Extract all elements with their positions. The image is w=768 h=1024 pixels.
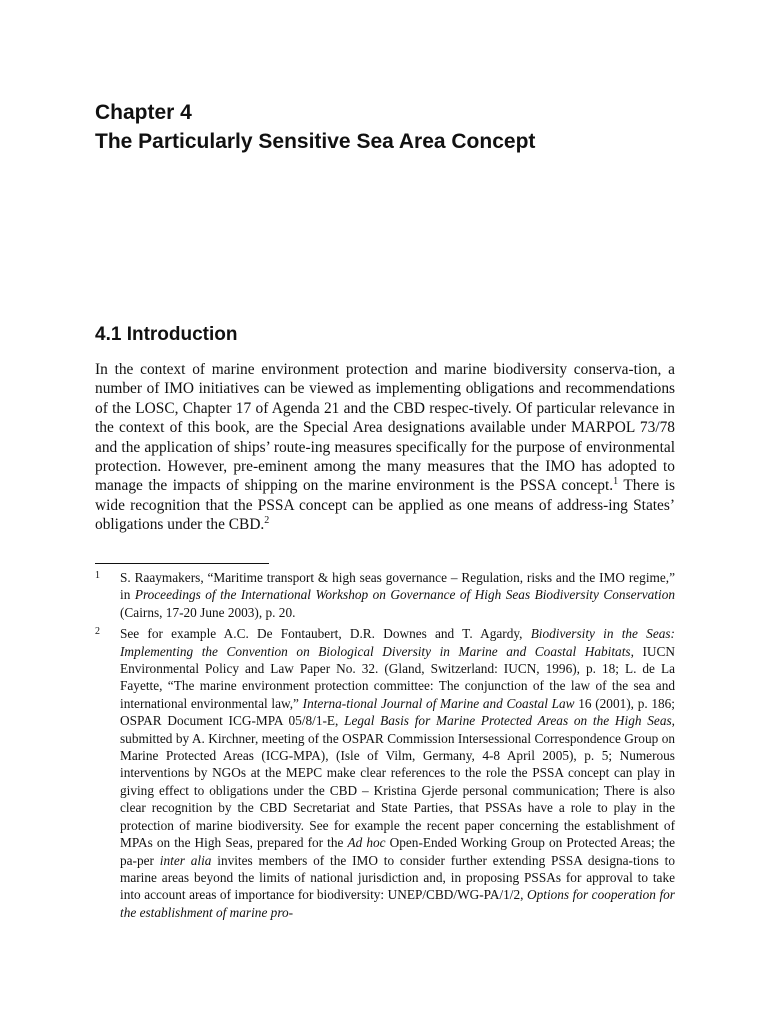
footnote-italic-run: Proceedings of the International Workshop on Governance of High Seas Biodiversity Conservation bbox=[134, 587, 675, 603]
document-page bbox=[95, 0, 675, 1024]
footnote-italic-run: Ad hoc bbox=[347, 835, 386, 851]
footnote-divider bbox=[95, 563, 269, 564]
footnotes bbox=[95, 569, 675, 925]
footnote-text-run: S. Raaymakers, “Maritime transport & high seas governance – Regulation, risks and the IMO regime,” in bbox=[120, 570, 675, 603]
footnote-ref-2[interactable]: 2 bbox=[264, 515, 270, 527]
footnote-italic-run: Legal Basis for Marine Protected Areas on the High Seas bbox=[344, 713, 672, 729]
body-text-part-2: There is wide recognition that the PSSA concept can be applied as one means of address-ing States’ obligations under the CBD. bbox=[95, 477, 675, 534]
body-paragraph bbox=[95, 360, 675, 535]
footnote-italic-run: Biodiversity in the Seas: Implementing the Convention on Biological Diversity in Marine and Coastal Habitats bbox=[120, 626, 675, 659]
footnote-italic-run: Options for cooperation for the establishment of marine pro- bbox=[120, 887, 675, 920]
chapter-heading bbox=[95, 98, 675, 156]
footnote-2 bbox=[95, 625, 675, 921]
footnote-text-run: , submitted by A. Kirchner, meeting of the OSPAR Commission Intersessional Correspondence Group on Marine Protected Areas (ICG-MPA), (Isle of Vilm, Germany, 4-8 April 2005), p. 5; Numerous interventions by NGOs at the MEPC make clear references to the role the PSSA concept can play in giving effect to obligations under the CBD – Kristina Gjerde personal communication; There is also clear recognition by the CBD Secretariat and State Parties, that PSSAs have a role to play in the protection of marine biodiversity. See for example the recent paper concerning the establishment of MPAs on the High Seas, prepared for the bbox=[120, 713, 675, 851]
footnote-number: 1 bbox=[95, 570, 100, 581]
chapter-title: The Particularly Sensitive Sea Area Concept bbox=[95, 130, 536, 153]
body-text-part-1: In the context of marine environment protection and marine biodiversity conserva-tion, a number of IMO initiatives can be viewed as implementing obligations and recommendations of the LOSC, Chapter 17 of Agenda 21 and the CBD respec-tively. Of particular relevance in the context of this book, are the Special Area designations available under MARPOL 73/78 and the application of ships’ route-ing measures specifically for the purpose of environmental protection. However, pre-eminent among the many measures that the IMO has adopted to manage the impacts of shipping on the marine environment is the PSSA concept. bbox=[95, 361, 675, 495]
footnote-italic-run: Interna-tional Journal of Marine and Coastal Law bbox=[302, 695, 575, 711]
section-heading: 4.1 Introduction bbox=[95, 324, 238, 345]
footnote-text-run: invites members of the IMO to consider further extending PSSA designa-tions to marine areas beyond the limits of national jurisdiction and, in proposing PSSAs for approval to take into account areas of importance for biodiversity: UNEP/CBD/WG-PA/1/2, bbox=[120, 852, 675, 903]
footnote-text-run: Open-Ended Working Group on Protected Areas; the pa-per bbox=[120, 835, 675, 868]
footnote-text-run: (Cairns, 17-20 June 2003), p. 20. bbox=[120, 604, 296, 620]
footnote-text-run: See for example A.C. De Fontaubert, D.R. Downes and T. Agardy, bbox=[120, 626, 531, 642]
footnote-1 bbox=[95, 569, 675, 621]
chapter-number: Chapter 4 bbox=[95, 101, 192, 124]
footnote-text-run: , IUCN Environmental Policy and Law Paper No. 32. (Gland, Switzerland: IUCN, 1996), p. 18; L. de La Fayette, “The marine environment protection committee: The conjunction of the law of the sea and international environmental law,” bbox=[120, 643, 675, 711]
footnote-italic-run: inter alia bbox=[159, 852, 212, 868]
footnote-number: 2 bbox=[95, 626, 100, 638]
footnote-text bbox=[120, 569, 675, 621]
footnote-text-run: 16 (2001), p. 186; OSPAR Document ICG-MPA 05/8/1-E, bbox=[120, 695, 675, 729]
footnote-text bbox=[120, 625, 675, 921]
footnote-ref-1[interactable]: 1 bbox=[613, 476, 619, 488]
